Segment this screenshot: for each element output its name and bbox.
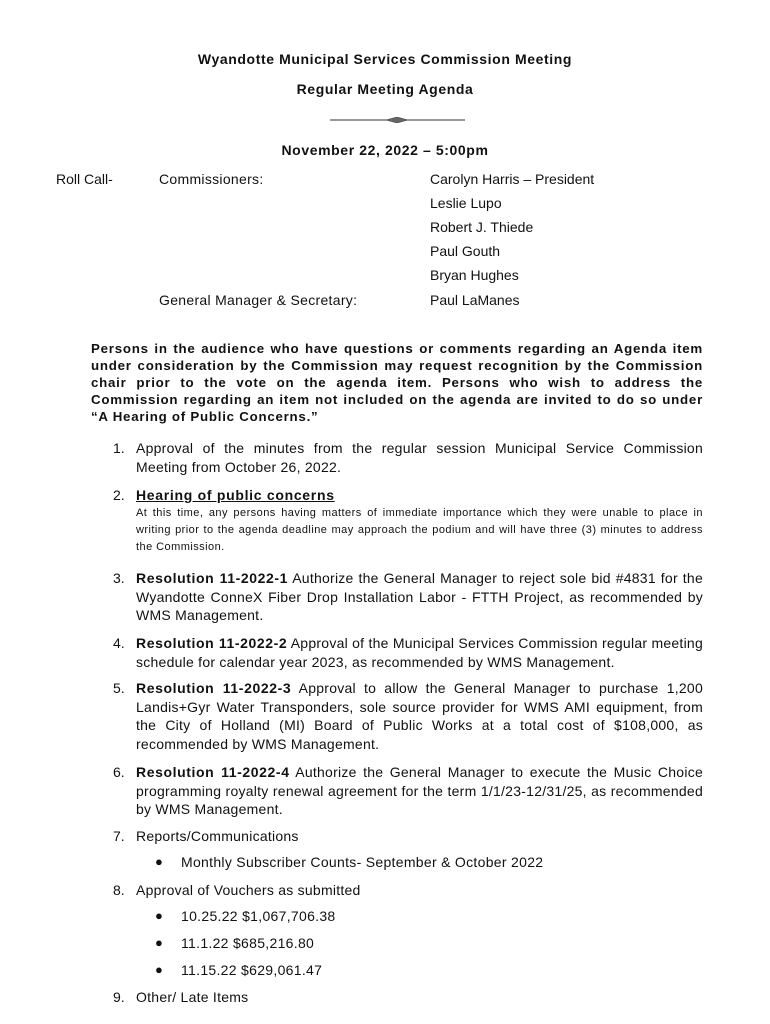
agenda-item-5	[113, 679, 703, 753]
item-text: Authorize the General Manager to reject sole bid #4831 for the Wyandotte ConneX Fiber Drop Installation Labor - FTTH Project, as recommended by WMS Management.	[136, 570, 703, 623]
item-text: Approval of the Municipal Services Commission regular meeting schedule for calendar year 2023, as recommended by WMS Management.	[136, 635, 704, 670]
agenda-item-6	[113, 763, 703, 819]
resolution-number: Resolution 11-2022-2	[136, 635, 288, 651]
resolution-number: Resolution 11-2022-3	[136, 680, 292, 696]
agenda-item-7	[113, 827, 703, 846]
document-subtitle: Regular Meeting Agenda	[296, 81, 474, 97]
item-text: Approval to allow the General Manager to purchase 1,200 Landis+Gyr Water Transponders, sole source provider for WMS AMI equipment, from the City of Holland (MI) Board of Public Works at a total cost of $108,000, as recommended by WMS Management.	[136, 680, 704, 752]
commissioner-name: Paul Gouth	[430, 243, 501, 259]
resolution-number: Resolution 11-2022-4	[136, 764, 290, 780]
bullet-icon: ●	[155, 908, 164, 923]
roll-call-label: Roll Call-	[56, 171, 113, 187]
agenda-item-8	[113, 881, 703, 900]
item-number: 9.	[113, 989, 125, 1005]
item-text: Reports/Communications	[136, 828, 299, 844]
list-item: ● Monthly Subscriber Counts- September & October 2022	[155, 854, 544, 870]
commissioner-name: Leslie Lupo	[430, 195, 502, 211]
item-number: 4.	[113, 635, 125, 651]
item-text: Approval of the minutes from the regular session Municipal Service Commission Meeting from October 26, 2022.	[136, 440, 703, 475]
agenda-item-2	[113, 486, 703, 556]
bullet-icon: ●	[155, 854, 164, 869]
item-text: Other/ Late Items	[136, 989, 249, 1005]
item-number: 7.	[113, 828, 125, 844]
general-manager-label: General Manager & Secretary:	[159, 292, 358, 308]
agenda-item-1	[113, 439, 703, 476]
item-number: 5.	[113, 680, 125, 696]
item-heading: Hearing of public concerns	[136, 487, 335, 503]
document-title: Wyandotte Municipal Services Commission Meeting	[197, 51, 573, 67]
bullet-icon: ●	[155, 962, 164, 977]
general-manager-name: Paul LaManes	[430, 292, 520, 308]
item-number: 3.	[113, 570, 125, 586]
commissioners-label: Commissioners:	[159, 171, 264, 187]
agenda-item-9	[113, 988, 703, 1007]
item-number: 2.	[113, 487, 125, 503]
list-item: ● 10.25.22 $1,067,706.38	[155, 908, 336, 924]
list-item: ● 11.15.22 $629,061.47	[155, 962, 323, 978]
meeting-date: November 22, 2022 – 5:00pm	[281, 142, 489, 158]
item-number: 1.	[113, 440, 125, 456]
item-number: 8.	[113, 882, 125, 898]
commissioner-name: Bryan Hughes	[430, 267, 519, 283]
item-number: 6.	[113, 764, 125, 780]
item-detail: At this time, any persons having matters of immediate importance which they were unable to place in writing prior to the agenda deadline may approach the podium and will have three (3) minutes to address the Commission.	[136, 506, 703, 553]
item-text: Approval of Vouchers as submitted	[136, 882, 361, 898]
item-text: Authorize the General Manager to execute the Music Choice programming royalty renewal agreement for the term 1/1/23-12/31/25, as recommended by WMS Management.	[136, 764, 703, 817]
commissioner-name: Robert J. Thiede	[430, 219, 534, 235]
agenda-item-4	[113, 634, 703, 671]
agenda-item-3	[113, 569, 703, 625]
commissioner-name: Carolyn Harris – President	[430, 171, 595, 187]
ornament-divider	[330, 117, 465, 123]
public-notice: Persons in the audience who have questions or comments regarding an Agenda item under consideration by the Commission may request recognition by the Commission chair prior to the vote on the agenda item. Persons who wish to address the Commission regarding an item not included on the agenda are invited to do so under “A Hearing of Public Concerns.”	[91, 341, 703, 424]
resolution-number: Resolution 11-2022-1	[136, 570, 289, 586]
list-item: ● 11.1.22 $685,216.80	[155, 935, 315, 951]
bullet-icon: ●	[155, 935, 164, 950]
